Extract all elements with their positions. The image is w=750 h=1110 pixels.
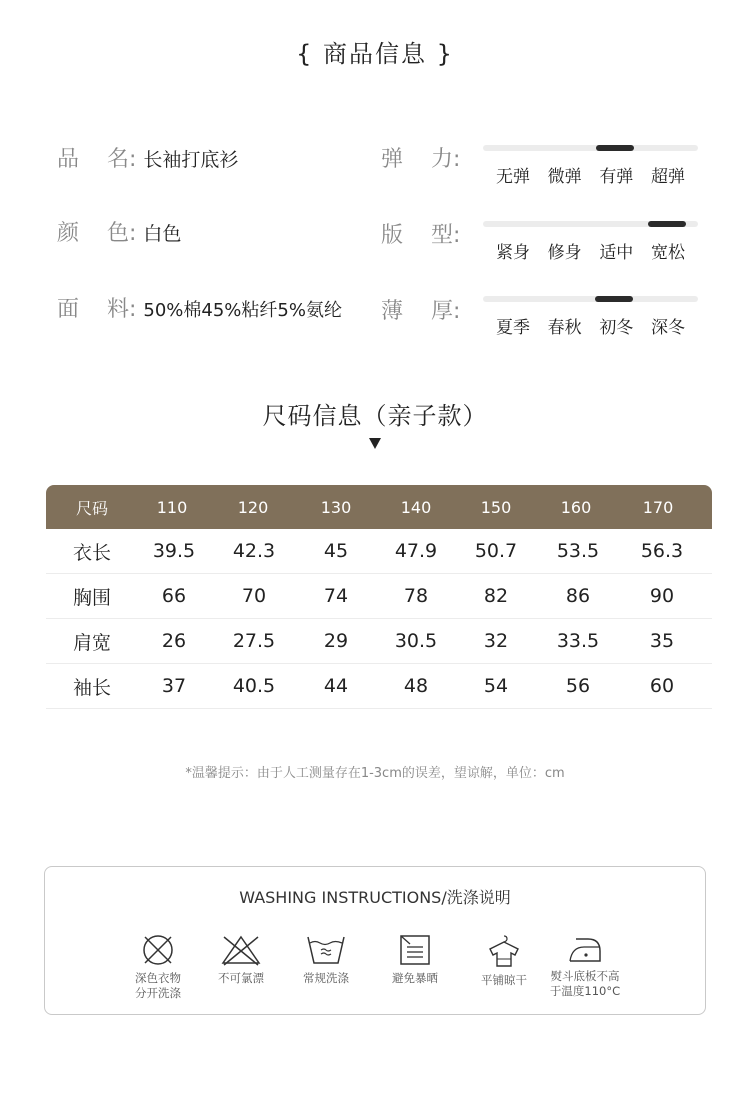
table-cell: 60 [649,675,675,697]
table-cell: 56 [565,675,591,697]
wash-label: 于温度110°C [549,984,621,998]
table-cell: 42.3 [232,540,276,562]
washing-instructions [44,866,706,1015]
wash-label: 避免暴晒 [392,971,438,985]
row-label: 肩宽 [72,631,111,654]
wash-label: 深色衣物 [135,971,181,985]
table-cell: 33.5 [556,630,600,652]
scale-option: 有弹 [599,167,634,187]
attr-name [57,142,238,173]
wash-label: 分开洗涤 [135,986,181,1000]
scale-thickness [483,296,698,338]
wash-label: 熨斗底板不高 [550,969,620,983]
table-cell: 40.5 [232,675,276,697]
table-cell: 74 [323,585,349,607]
table-cell: 37 [161,675,187,697]
table-cell: 47.9 [394,540,438,562]
scale-elasticity-key: 弹 力: [381,147,461,172]
attr-name-key: 品 名: [57,147,137,172]
table-row [46,664,712,709]
table-row [46,574,712,619]
scale-thickness-key: 薄 厚: [381,299,461,324]
scale-option: 超弹 [650,167,685,187]
attr-color-value: 白色 [143,223,182,245]
header-cell: 130 [320,497,352,517]
page-title: { 商品信息 } [296,40,454,68]
scale-option: 紧身 [496,243,530,263]
size-table-header [46,485,712,529]
scale-option: 微弹 [547,167,582,187]
scale-selected-mark [595,296,633,302]
flat-dry-icon [486,933,522,969]
row-label: 袖长 [72,676,111,699]
table-cell: 54 [483,675,509,697]
header-cell: 150 [480,497,512,517]
scale-option: 宽松 [650,243,685,263]
down-arrow-icon [369,438,381,449]
scale-selected-mark [596,145,634,151]
wash-item [113,933,203,1001]
table-cell: 86 [565,585,591,607]
washing-title: WASHING INSTRUCTIONS/洗涤说明 [239,888,511,907]
wash-label: 不可氯漂 [218,971,264,985]
attr-fabric-value: 50%棉45%粘纤5%氨纶 [143,300,342,321]
wash-item [281,933,371,986]
row-label: 衣长 [72,541,111,564]
table-cell: 32 [483,630,509,652]
table-cell: 44 [323,675,349,697]
row-label: 胸围 [72,586,111,609]
table-cell: 27.5 [232,630,276,652]
table-cell: 30.5 [394,630,438,652]
attr-color-key: 颜 色: [57,221,137,246]
scale-fit-key: 版 型: [381,223,461,248]
scale-option: 初冬 [599,318,634,338]
table-cell: 35 [649,630,675,652]
table-cell: 39.5 [152,540,196,562]
scale-option: 适中 [599,243,634,263]
wash-item [540,933,630,999]
header-cell: 110 [156,497,188,517]
scale-fit [483,221,698,263]
scale-option: 夏季 [496,318,530,338]
attr-color [57,216,181,247]
wash-item [459,933,549,988]
normal-wash-icon [305,933,347,967]
table-cell: 45 [323,540,349,562]
header-cell: 160 [560,497,592,517]
scale-selected-mark [648,221,686,227]
table-cell: 29 [323,630,349,652]
header-cell: 尺码 [75,498,108,518]
attr-fabric-key: 面 料: [57,297,137,322]
scale-option: 深冬 [650,318,685,338]
table-cell: 26 [161,630,187,652]
iron-icon [566,933,604,965]
scale-option: 春秋 [547,318,582,338]
table-row [46,619,712,664]
table-cell: 56.3 [640,540,684,562]
scale-elasticity [483,145,698,187]
scale-track [483,145,698,151]
scale-track [483,221,698,227]
table-cell: 66 [161,585,187,607]
table-cell: 82 [483,585,509,607]
wash-item [370,933,460,986]
no-bleach-icon [220,933,262,967]
table-cell: 53.5 [556,540,600,562]
size-table [46,485,712,709]
table-cell: 70 [241,585,267,607]
do-not-wash-dark-icon [141,933,175,967]
table-cell: 50.7 [474,540,518,562]
table-row [46,529,712,574]
avoid-sun-icon [398,933,432,967]
header-cell: 170 [642,497,674,517]
header-cell: 120 [237,497,269,517]
attr-fabric [57,292,342,323]
scale-track [483,296,698,302]
table-cell: 48 [403,675,429,697]
measurement-tip: *温馨提示：由于人工测量存在1-3cm的误差，望谅解，单位：cm [185,766,565,781]
scale-option: 无弹 [496,167,530,187]
scale-option: 修身 [547,243,582,263]
wash-label: 平铺晾干 [481,973,527,987]
table-cell: 90 [649,585,675,607]
table-cell: 78 [403,585,429,607]
size-section-title: 尺码信息（亲子款） [262,402,488,430]
attr-name-value: 长袖打底衫 [143,149,239,171]
header-cell: 140 [400,497,432,517]
wash-label: 常规洗涤 [303,971,349,985]
wash-item [196,933,286,986]
